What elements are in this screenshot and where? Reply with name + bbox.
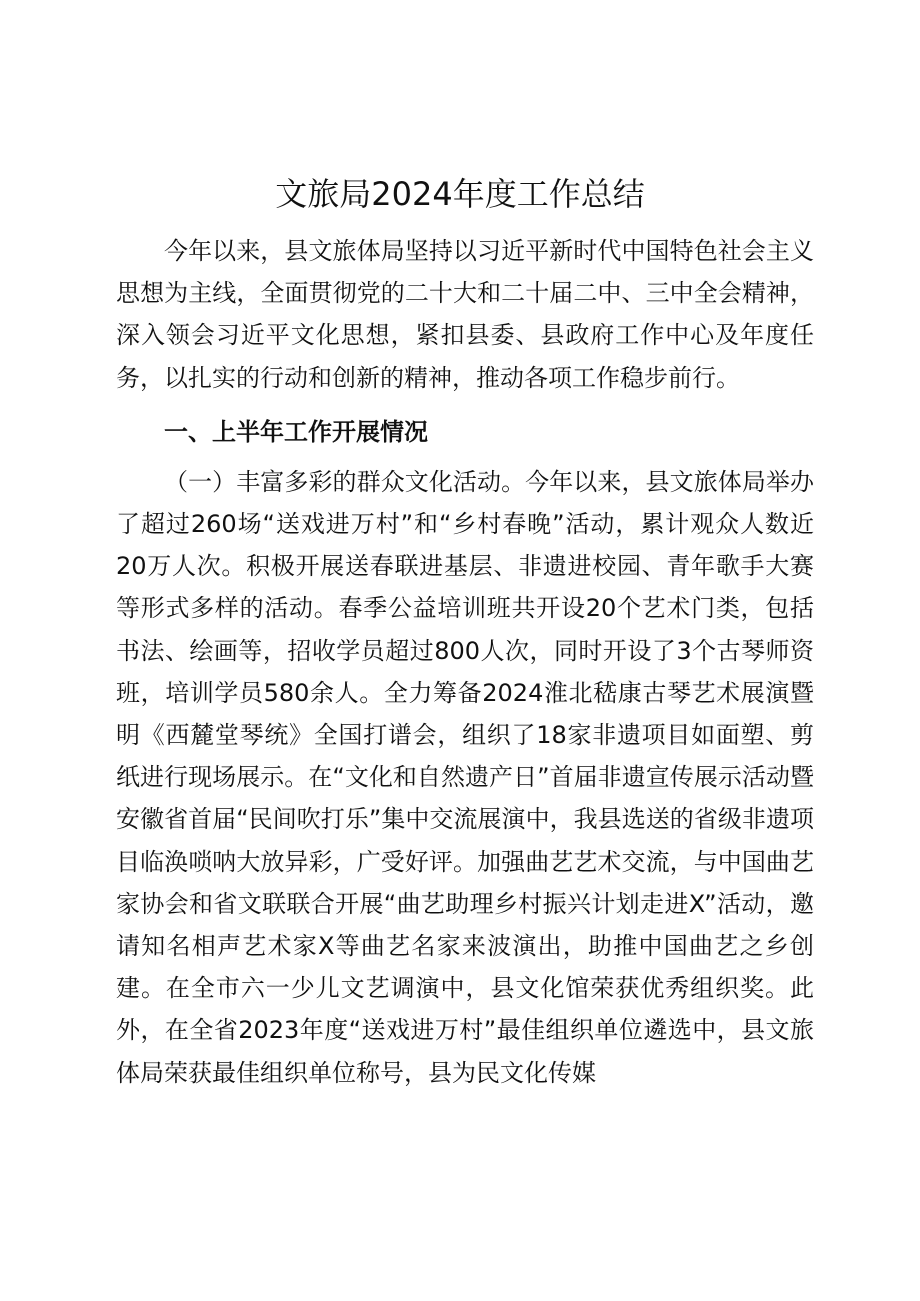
section-paragraph: （一）丰富多彩的群众文化活动。今年以来，县文旅体局举办了超过260场“送戏进万村”和“乡村春晚”活动，累计观众人数近20万人次。积极开展送春联进基层、非遗进校园、青年歌手大赛等形式多样的活动。春季公益培训班共开设20个艺术门类，包括书法、绘画等，招收学员超过800人次，同时开设了3个古琴师资班，培训学员580余人。全力筹备2024淮北嵇康古琴艺术展演暨明《西麓堂琴统》全国打谱会，组织了18家非遗项目如面塑、剪纸进行现场展示。在“文化和自然遗产日”首届非遗宣传展示活动暨安徽省首届“民间吹打乐”集中交流展演中，我县选送的省级非遗项目临涣唢呐大放异彩，广受好评。加强曲艺艺术交流，与中国曲艺家协会和省文联联合开展“曲艺助理乡村振兴计划走进X”活动，邀请知名相声艺术家X等曲艺名家来波演出，助推中国曲艺之乡创建。在全市六一少儿文艺调演中，县文化馆荣获优秀组织奖。此外，在全省2023年度“送戏进万村”最佳组织单位遴选中，县文旅体局荣获最佳组织单位称号，县为民文化传媒 — [116, 467, 814, 1087]
intro-paragraph: 今年以来，县文旅体局坚持以习近平新时代中国特色社会主义思想为主线，全面贯彻党的二十大和二十届二中、三中全会精神，深入领会习近平文化思想，紧扣县委、县政府工作中心及年度任务，以扎实的行动和创新的精神，推动各项工作稳步前行。 — [116, 237, 814, 392]
document-title: 文旅局2024年度工作总结 — [275, 175, 645, 213]
section-heading: 一、上半年工作开展情况 — [164, 417, 428, 446]
document-body — [116, 230, 814, 1094]
